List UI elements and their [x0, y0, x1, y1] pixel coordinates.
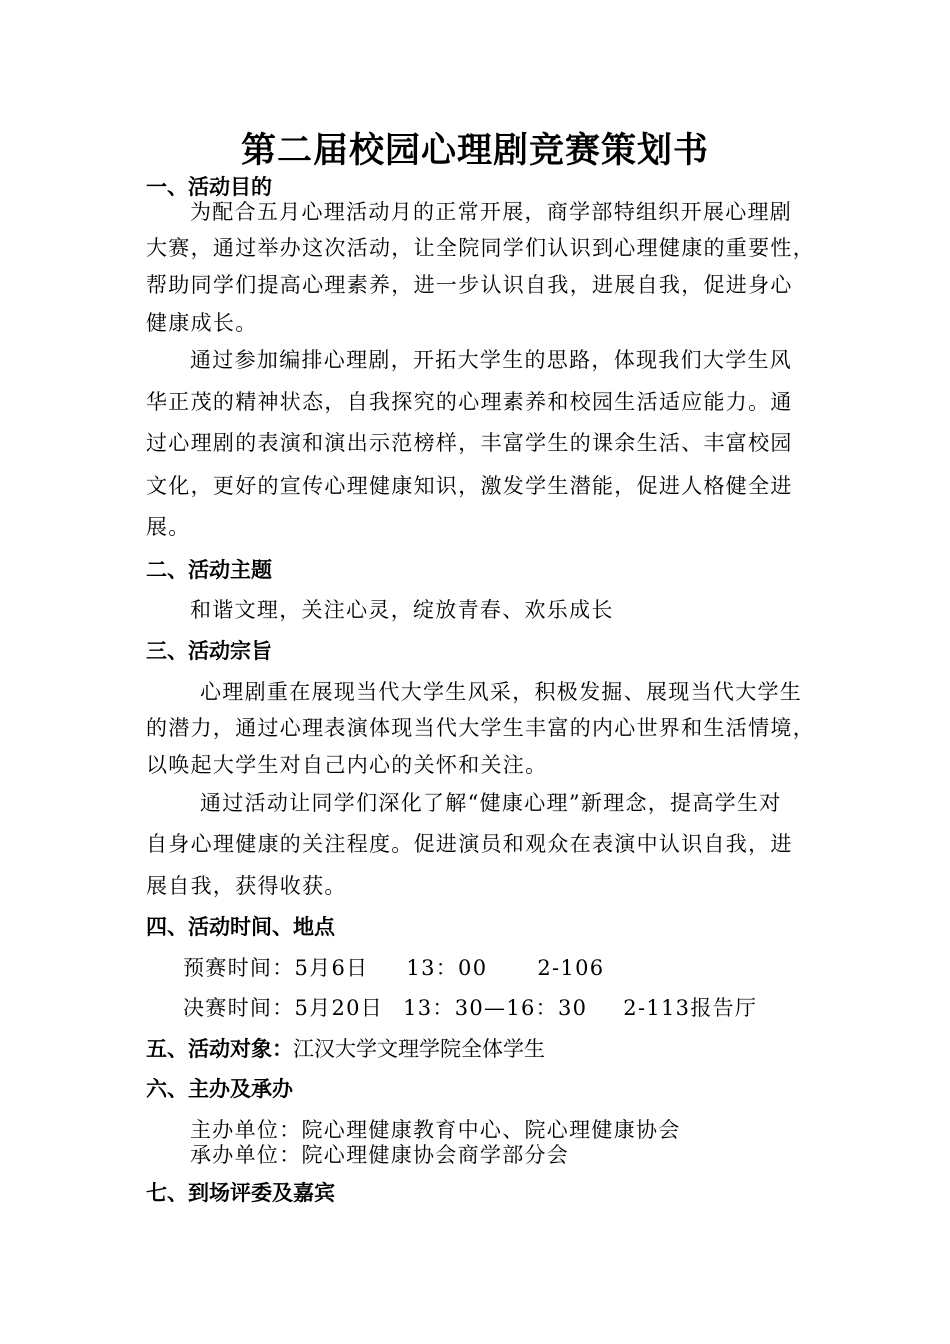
s1-p2-line-3: 过心理剧的表演和演出示范榜样，丰富学生的课余生活、丰富校园 — [146, 431, 793, 455]
s1-p1-line-3: 帮助同学们提高心理素养，进一步认识自我，进展自我，促进身心 — [146, 273, 793, 297]
final-place: 2-113报告厅 — [623, 996, 758, 1020]
s1-p2-line-5: 展。 — [146, 515, 191, 539]
section-4-heading: 四、活动时间、地点 — [146, 915, 335, 939]
section-7-heading: 七、到场评委及嘉宾 — [146, 1181, 335, 1205]
section-5-value: 江汉大学文理学院全体学生 — [293, 1037, 545, 1061]
s2-theme-text: 和谐文理，关注心灵，绽放青春、欢乐成长 — [190, 598, 614, 622]
final-time: 13：30—16：30 — [403, 996, 588, 1020]
s1-p1-line-2: 大赛，通过举办这次活动，让全院同学们认识到心理健康的重要性， — [146, 236, 815, 260]
final-date: 5月20日 — [294, 996, 384, 1020]
s3-p1-line-2: 的潜力，通过心理表演体现当代大学生丰富的内心世界和生活情境， — [146, 716, 815, 740]
s3-p2-line-1: 通过活动让同学们深化了解“健康心理”新理念，提高学生对 — [200, 791, 782, 815]
prelim-time: 13：00 — [406, 956, 488, 980]
s1-p2-line-1: 通过参加编排心理剧，开拓大学生的思路，体现我们大学生风 — [190, 348, 793, 372]
s3-p1-line-1: 心理剧重在展现当代大学生风采，积极发掘、展现当代大学生 — [200, 680, 803, 704]
s3-p2-line-3: 展自我，获得收获。 — [146, 874, 347, 898]
prelim-place: 2-106 — [537, 956, 605, 980]
document-title: 第二届校园心理剧竞赛策划书 — [240, 130, 709, 171]
final-schedule-row — [183, 993, 757, 1023]
s3-p2-line-2: 自身心理健康的关注程度。促进演员和观众在表演中认识自我，进 — [146, 832, 793, 856]
section-5-heading — [146, 1034, 545, 1064]
section-1-heading: 一、活动目的 — [146, 175, 272, 199]
organizer-unit: 承办单位：院心理健康协会商学部分会 — [190, 1143, 570, 1167]
prelim-schedule-row — [183, 953, 604, 983]
s1-p2-line-2: 华正茂的精神状态，自我探究的心理素养和校园生活适应能力。通 — [146, 390, 793, 414]
s1-p1-line-4: 健康成长。 — [146, 311, 258, 335]
section-6-heading: 六、主办及承办 — [146, 1077, 293, 1101]
s1-p2-line-4: 文化，更好的宣传心理健康知识，激发学生潜能，促进人格健全进 — [146, 474, 793, 498]
prelim-label: 预赛时间： — [183, 956, 295, 980]
section-5-label: 五、活动对象： — [146, 1037, 293, 1061]
section-2-heading: 二、活动主题 — [146, 558, 272, 582]
final-label: 决赛时间： — [183, 996, 295, 1020]
prelim-date: 5月6日 — [294, 956, 369, 980]
section-3-heading: 三、活动宗旨 — [146, 639, 272, 663]
s1-p1-line-1: 为配合五月心理活动月的正常开展，商学部特组织开展心理剧 — [190, 200, 793, 224]
s3-p1-line-3: 以唤起大学生对自己内心的关怀和关注。 — [146, 753, 548, 777]
host-unit: 主办单位：院心理健康教育中心、院心理健康协会 — [190, 1118, 681, 1142]
